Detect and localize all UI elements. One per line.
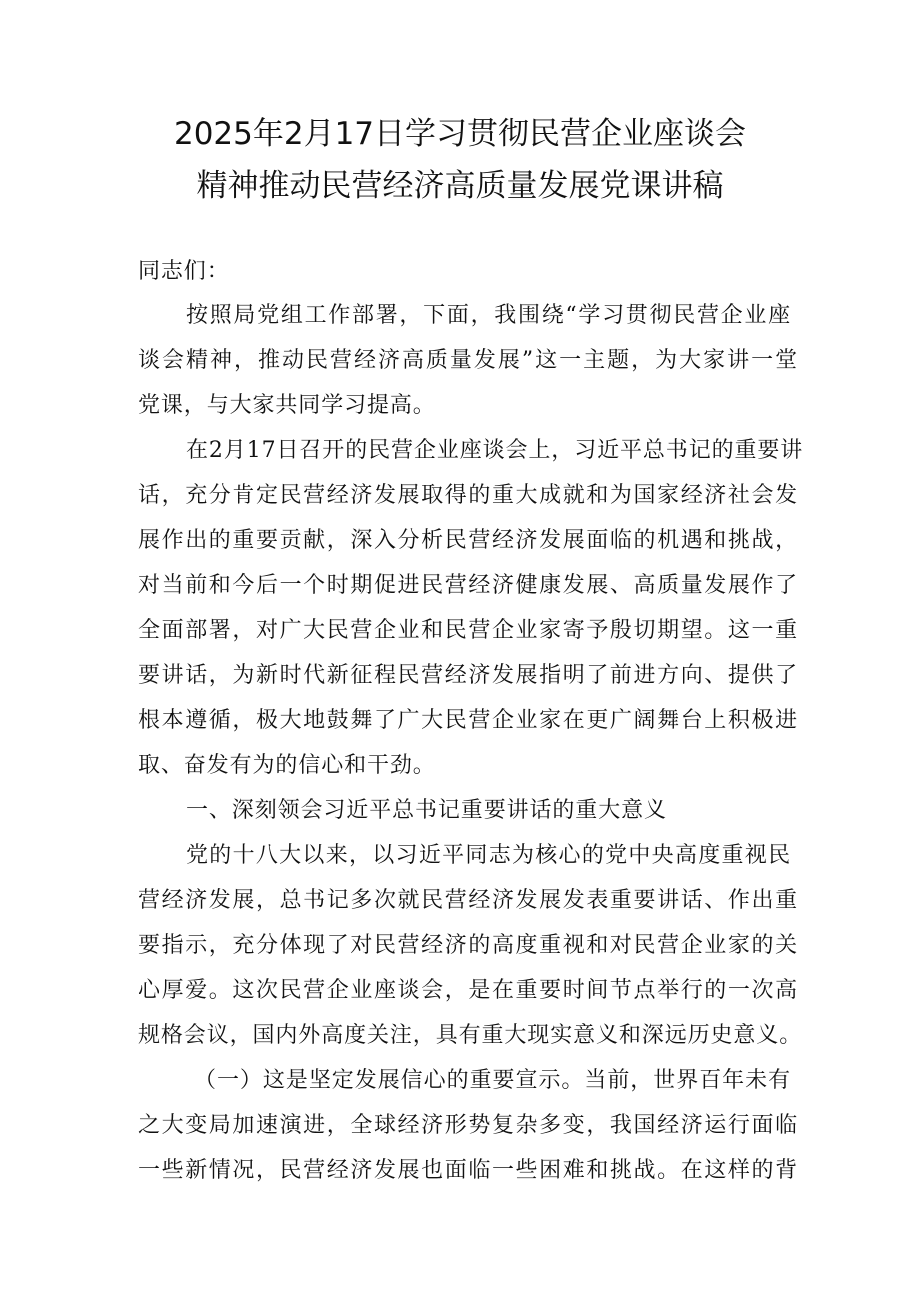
document-title-line-2: 精神推动民营经济高质量发展党课讲稿 [196,168,724,204]
salutation: 同志们： [138,259,230,284]
paragraph-line: 心厚爱。这次民营企业座谈会，是在重要时间节点举行的一次高 [138,978,798,1003]
paragraph-line: 一些新情况，民营经济发展也面临一些困难和挑战。在这样的背 [138,1158,798,1183]
paragraph-line: 党课，与大家共同学习提高。 [138,393,436,418]
paragraph-line: 谈会精神，推动民营经济高质量发展”这一主题，为大家讲一堂 [138,348,798,373]
paragraph-line: 之大变局加速演进，全球经济形势复杂多变，我国经济运行面临 [138,1113,798,1138]
paragraph-line: 要指示，充分体现了对民营经济的高度重视和对民营企业家的关 [138,933,798,958]
paragraph-line: 话，充分肯定民营经济发展取得的重大成就和为国家经济社会发 [138,483,798,508]
paragraph-line: 要讲话，为新时代新征程民营经济发展指明了前进方向、提供了 [138,663,798,688]
paragraph-line: 按照局党组工作部署，下面，我围绕“学习贯彻民营企业座 [186,303,791,328]
paragraph-line: 党的十八大以来，以习近平同志为核心的党中央高度重视民 [186,843,791,868]
paragraph-line: 营经济发展，总书记多次就民营经济发展发表重要讲话、作出重 [138,888,798,913]
paragraph-line: 对当前和今后一个时期促进民营经济健康发展、高质量发展作了 [138,573,798,598]
paragraph-line: 根本遵循，极大地鼓舞了广大民营企业家在更广阔舞台上积极进 [138,708,798,733]
paragraph-line: 规格会议，国内外高度关注，具有重大现实意义和深远历史意义。 [138,1023,803,1048]
section-heading-1: 一、深刻领会习近平总书记重要讲话的重大意义 [186,798,667,823]
paragraph-line: （一）这是坚定发展信心的重要宣示。当前，世界百年未有 [194,1068,791,1093]
document-title-line-1: 2025年2月17日学习贯彻民营企业座谈会 [173,116,747,152]
paragraph-line: 取、奋发有为的信心和干劲。 [138,753,436,778]
paragraph-line: 在2月17日召开的民营企业座谈会上，习近平总书记的重要讲 [186,438,804,463]
paragraph-line: 全面部署，对广大民营企业和民营企业家寄予殷切期望。这一重 [138,618,798,643]
paragraph-line: 展作出的重要贡献，深入分析民营经济发展面临的机遇和挑战， [138,528,798,553]
